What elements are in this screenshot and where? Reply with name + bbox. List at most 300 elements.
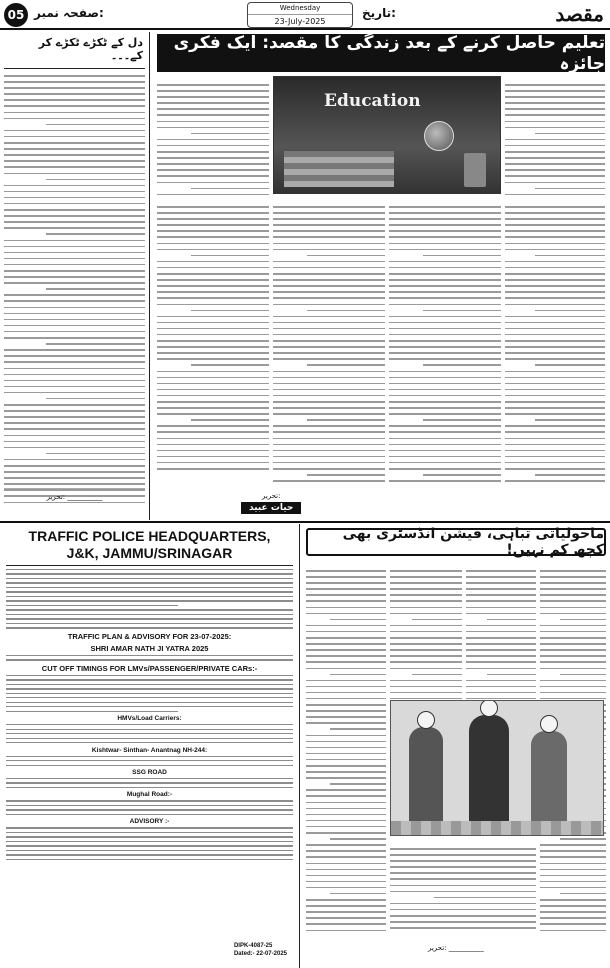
text-line <box>157 401 269 403</box>
text-line <box>505 145 605 147</box>
text-line <box>273 322 385 324</box>
text-line <box>306 698 386 700</box>
text-line <box>505 121 605 123</box>
text-line <box>540 881 606 883</box>
text-line <box>273 224 385 226</box>
text-line <box>487 674 536 676</box>
cutoff-heading: CUT OFF TIMINGS FOR LMVs/PASSENGER/PRIVATE CARs:- <box>41 663 258 673</box>
text-line <box>306 826 386 828</box>
fashion-column-4 <box>306 570 386 936</box>
text-line <box>6 627 293 628</box>
text-line <box>4 374 145 376</box>
text-line <box>306 649 386 651</box>
text-line <box>505 358 605 360</box>
text-line <box>306 613 386 615</box>
text-line <box>535 364 605 366</box>
text-line <box>157 236 269 238</box>
text-line <box>306 923 386 925</box>
text-line <box>306 850 386 852</box>
text-line <box>487 619 536 621</box>
kishtwar-heading: Kishtwar- Sinthan- Anantnag NH-244: <box>91 746 208 754</box>
text-line <box>505 438 605 440</box>
text-line <box>306 802 386 804</box>
traffic-advisory <box>0 524 300 968</box>
text-line <box>4 416 145 418</box>
text-line <box>157 346 269 348</box>
text-line <box>46 233 145 235</box>
text-line <box>273 206 385 208</box>
text-line <box>466 607 536 609</box>
text-line <box>273 316 385 318</box>
text-line <box>389 212 501 214</box>
text-line <box>4 209 145 211</box>
text-line <box>390 668 462 670</box>
text-line <box>505 389 605 391</box>
text-line <box>466 594 536 596</box>
left-column-byline: تحریر: __________ <box>4 488 145 501</box>
text-line <box>157 182 269 184</box>
text-line <box>389 328 501 330</box>
text-line <box>307 364 385 366</box>
text-line <box>306 747 386 749</box>
text-line <box>157 194 269 196</box>
text-line <box>4 252 145 254</box>
figure-3-icon <box>531 731 567 827</box>
text-line <box>273 462 385 464</box>
yatra-heading: SHRI AMAR NATH JI YATRA 2025 <box>90 643 209 653</box>
traffic-rule <box>6 565 293 566</box>
text-line <box>4 355 145 357</box>
text-line <box>423 255 501 257</box>
dipk-number: DIPK-4087-25 <box>233 943 273 949</box>
text-line <box>330 893 386 895</box>
text-line <box>389 322 501 324</box>
text-line <box>4 270 145 272</box>
traffic-title-line1: TRAFFIC POLICE HEADQUARTERS, <box>28 528 271 544</box>
text-line <box>273 352 385 354</box>
text-line <box>505 151 605 153</box>
text-line <box>505 267 605 269</box>
text-line <box>273 438 385 440</box>
text-line <box>4 93 145 95</box>
text-line <box>540 692 606 694</box>
text-line <box>306 607 386 609</box>
fashion-article <box>302 524 610 968</box>
text-line <box>6 693 293 694</box>
text-line <box>389 480 501 482</box>
text-line <box>4 154 145 156</box>
left-column-article <box>0 32 150 520</box>
text-line <box>4 337 145 339</box>
text-line <box>390 661 462 663</box>
text-line <box>157 121 269 123</box>
text-line <box>307 474 385 476</box>
text-line <box>505 462 605 464</box>
text-line <box>505 102 605 104</box>
text-line <box>505 218 605 220</box>
text-line <box>389 291 501 293</box>
traffic-body-5 <box>6 756 293 766</box>
text-line <box>389 334 501 336</box>
text-line <box>540 588 606 590</box>
text-line <box>273 340 385 342</box>
text-line <box>389 236 501 238</box>
main-article-column-4 <box>389 206 501 486</box>
text-line <box>6 832 293 833</box>
text-line <box>273 236 385 238</box>
text-line <box>505 127 605 129</box>
text-line <box>4 191 145 193</box>
text-line <box>306 856 386 858</box>
text-line <box>560 674 606 676</box>
text-line <box>4 325 145 327</box>
text-line <box>157 206 269 208</box>
text-line <box>306 881 386 883</box>
text-line <box>4 410 145 412</box>
text-line <box>157 456 269 458</box>
text-line <box>306 741 386 743</box>
main-article-column-right <box>505 84 605 200</box>
text-line <box>412 619 462 621</box>
text-line <box>157 169 269 171</box>
text-line <box>4 294 145 296</box>
text-line <box>390 576 462 578</box>
text-line <box>306 631 386 633</box>
text-line <box>4 361 145 363</box>
text-line <box>157 230 269 232</box>
text-line <box>6 623 293 624</box>
text-line <box>306 704 386 706</box>
text-line <box>389 358 501 360</box>
text-line <box>157 127 269 129</box>
text-line <box>535 474 605 476</box>
text-line <box>306 661 386 663</box>
text-line <box>505 407 605 409</box>
text-line <box>390 878 536 880</box>
text-line <box>157 377 269 379</box>
text-line <box>466 600 536 602</box>
text-line <box>389 249 501 251</box>
text-line <box>306 655 386 657</box>
text-line <box>4 258 145 260</box>
text-line <box>540 600 606 602</box>
text-line <box>157 450 269 452</box>
text-line <box>6 850 293 851</box>
main-article-column-6 <box>157 206 269 474</box>
text-line <box>505 175 605 177</box>
text-line <box>306 911 386 913</box>
text-line <box>389 401 501 403</box>
text-line <box>306 795 386 797</box>
text-line <box>4 386 145 388</box>
text-line <box>389 377 501 379</box>
text-line <box>505 413 605 415</box>
main-article-column-3 <box>505 206 605 486</box>
text-line <box>157 389 269 391</box>
text-line <box>390 885 536 887</box>
text-line <box>157 395 269 397</box>
text-line <box>4 240 145 242</box>
text-line <box>306 753 386 755</box>
text-line <box>306 814 386 816</box>
text-line <box>540 582 606 584</box>
text-line <box>157 212 269 214</box>
text-line <box>6 724 293 725</box>
text-line <box>540 649 606 651</box>
text-line <box>4 173 145 175</box>
text-line <box>505 377 605 379</box>
text-line <box>466 576 536 578</box>
text-line <box>273 285 385 287</box>
text-line <box>389 304 501 306</box>
text-line <box>4 130 145 132</box>
text-line <box>4 81 145 83</box>
text-line <box>4 215 145 217</box>
text-line <box>390 927 536 929</box>
text-line <box>466 661 536 663</box>
text-line <box>560 893 606 895</box>
text-line <box>540 686 606 688</box>
text-line <box>273 249 385 251</box>
text-line <box>540 570 606 572</box>
text-line <box>306 820 386 822</box>
text-line <box>389 444 501 446</box>
text-line <box>273 377 385 379</box>
text-line <box>505 291 605 293</box>
text-line <box>423 474 501 476</box>
text-line <box>4 307 145 309</box>
text-line <box>273 444 385 446</box>
page-number-label: صفحہ نمبر: <box>34 6 104 20</box>
fashion-cartoon-illustration <box>390 700 604 836</box>
text-line <box>306 759 386 761</box>
mughal-heading: Mughal Road:- <box>126 791 173 799</box>
text-line <box>466 686 536 688</box>
main-article-headline: تعلیم حاصل کرنے کے بعد زندگی کا مقصد: ایک فکری جائزہ <box>157 34 605 72</box>
text-line <box>157 96 269 98</box>
text-line <box>540 643 606 645</box>
text-line <box>157 90 269 92</box>
text-line <box>6 614 293 615</box>
text-line <box>4 118 145 120</box>
text-line <box>4 392 145 394</box>
text-line <box>157 163 269 165</box>
top-section <box>0 32 610 520</box>
text-line <box>505 212 605 214</box>
text-line <box>6 697 293 698</box>
text-line <box>505 84 605 86</box>
text-line <box>4 477 145 479</box>
text-line <box>505 444 605 446</box>
text-line <box>306 777 386 779</box>
text-line <box>306 844 386 846</box>
text-line <box>466 668 536 670</box>
text-line <box>273 425 385 427</box>
text-line <box>390 848 536 850</box>
text-line <box>389 395 501 397</box>
text-line <box>540 923 606 925</box>
text-line <box>389 383 501 385</box>
text-line <box>273 358 385 360</box>
text-line <box>4 404 145 406</box>
text-line <box>390 594 462 596</box>
text-line <box>540 887 606 889</box>
text-line <box>46 453 145 455</box>
text-line <box>4 185 145 187</box>
text-line <box>306 680 386 682</box>
text-line <box>390 854 536 856</box>
text-line <box>389 468 501 470</box>
text-line <box>157 261 269 263</box>
text-line <box>273 450 385 452</box>
text-line <box>390 655 462 657</box>
text-line <box>157 279 269 281</box>
text-line <box>505 401 605 403</box>
text-line <box>306 771 386 773</box>
traffic-body-4 <box>6 724 293 743</box>
text-line <box>6 787 293 788</box>
text-line <box>6 596 293 597</box>
text-line <box>390 631 462 633</box>
text-line <box>505 395 605 397</box>
text-line <box>273 480 385 482</box>
left-column-headline: دل کے ٹکڑے ٹکڑے کر کے۔۔۔ <box>4 32 145 69</box>
traffic-body-3 <box>6 675 293 712</box>
text-line <box>505 194 605 196</box>
text-line <box>157 267 269 269</box>
text-line <box>4 166 145 168</box>
text-line <box>540 576 606 578</box>
text-line <box>4 75 145 77</box>
traffic-body-7 <box>6 800 293 815</box>
text-line <box>306 808 386 810</box>
text-line <box>389 261 501 263</box>
text-line <box>6 711 178 712</box>
text-line <box>466 643 536 645</box>
text-line <box>306 899 386 901</box>
text-line <box>540 869 606 871</box>
text-line <box>505 243 605 245</box>
text-line <box>540 911 606 913</box>
text-line <box>390 891 536 893</box>
text-line <box>423 419 501 421</box>
text-line <box>6 587 293 588</box>
text-line <box>157 102 269 104</box>
byline-label: تحریر: <box>261 492 281 500</box>
text-line <box>157 438 269 440</box>
text-line <box>466 692 536 694</box>
text-line <box>6 569 293 570</box>
traffic-body-8 <box>6 827 293 860</box>
text-line <box>540 844 606 846</box>
text-line <box>390 921 536 923</box>
text-line <box>505 316 605 318</box>
advisory-dated: Dated:- 22-07-2025 <box>233 951 287 957</box>
main-article-byline <box>241 492 301 514</box>
plan-heading: TRAFFIC PLAN & ADVISORY FOR 23-07-2025: <box>67 631 232 641</box>
text-line <box>540 899 606 901</box>
text-line <box>157 297 269 299</box>
text-line <box>46 124 145 126</box>
text-line <box>306 887 386 889</box>
text-line <box>306 668 386 670</box>
text-line <box>535 133 605 135</box>
text-line <box>389 224 501 226</box>
text-line <box>6 742 293 743</box>
text-line <box>389 425 501 427</box>
text-line <box>306 905 386 907</box>
text-line <box>390 625 462 627</box>
text-line <box>389 285 501 287</box>
text-line <box>4 465 145 467</box>
text-line <box>390 860 536 862</box>
text-line <box>157 334 269 336</box>
main-article-column-left <box>157 84 269 200</box>
text-line <box>273 395 385 397</box>
text-line <box>6 738 293 739</box>
text-line <box>466 588 536 590</box>
text-line <box>157 328 269 330</box>
text-line <box>505 96 605 98</box>
text-line <box>157 291 269 293</box>
text-line <box>157 243 269 245</box>
traffic-body-2 <box>6 655 293 661</box>
text-line <box>157 462 269 464</box>
text-line <box>330 674 386 676</box>
text-line <box>505 169 605 171</box>
text-line <box>157 340 269 342</box>
text-line <box>306 735 386 737</box>
text-line <box>191 419 269 421</box>
text-line <box>4 313 145 315</box>
traffic-body-1 <box>6 569 293 629</box>
text-line <box>540 625 606 627</box>
text-line <box>389 456 501 458</box>
text-line <box>505 456 605 458</box>
text-line <box>505 273 605 275</box>
text-line <box>390 600 462 602</box>
text-line <box>389 340 501 342</box>
text-line <box>389 407 501 409</box>
pencil-cup-icon <box>464 153 486 187</box>
text-line <box>390 866 536 868</box>
text-line <box>540 917 606 919</box>
text-line <box>389 297 501 299</box>
text-line <box>4 380 145 382</box>
figure-3-head <box>540 715 558 733</box>
date-box <box>247 2 353 28</box>
text-line <box>540 655 606 657</box>
text-line <box>466 582 536 584</box>
text-line <box>273 212 385 214</box>
text-line <box>505 450 605 452</box>
text-line <box>540 607 606 609</box>
text-line <box>6 582 293 583</box>
text-line <box>46 343 145 345</box>
text-line <box>273 346 385 348</box>
text-line <box>6 578 293 579</box>
text-line <box>389 243 501 245</box>
text-line <box>157 304 269 306</box>
text-line <box>330 783 386 785</box>
text-line <box>390 649 462 651</box>
text-line <box>390 903 536 905</box>
text-line <box>6 845 293 846</box>
text-line <box>6 814 293 815</box>
text-line <box>390 570 462 572</box>
text-line <box>46 179 145 181</box>
text-line <box>273 304 385 306</box>
